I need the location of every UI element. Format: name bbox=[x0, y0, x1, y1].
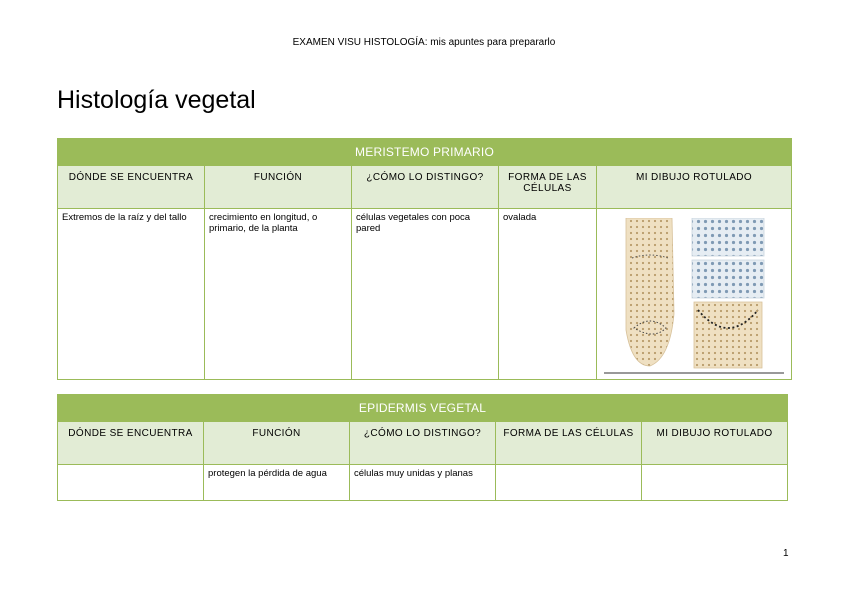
cell-distinguish: células muy unidas y planas bbox=[350, 465, 496, 501]
cell-cell-shape: ovalada bbox=[499, 209, 597, 380]
col-header-location: DÓNDE SE ENCUENTRA bbox=[58, 422, 204, 465]
col-header-distinguish: ¿CÓMO LO DISTINGO? bbox=[350, 422, 496, 465]
epidermis-table bbox=[57, 394, 788, 501]
cell-location: Extremos de la raíz y del tallo bbox=[58, 209, 205, 380]
table-heading: EPIDERMIS VEGETAL bbox=[58, 395, 788, 422]
col-header-distinguish: ¿CÓMO LO DISTINGO? bbox=[352, 166, 499, 209]
cell-location bbox=[58, 465, 204, 501]
col-header-function: FUNCIÓN bbox=[204, 422, 350, 465]
page-title: Histología vegetal bbox=[57, 86, 256, 114]
cell-drawing bbox=[597, 209, 792, 380]
col-header-drawing: MI DIBUJO ROTULADO bbox=[642, 422, 788, 465]
col-header-function: FUNCIÓN bbox=[205, 166, 352, 209]
col-header-cell-shape: FORMA DE LAS CÉLULAS bbox=[496, 422, 642, 465]
col-header-location: DÓNDE SE ENCUENTRA bbox=[58, 166, 205, 209]
cell-distinguish: células vegetales con poca pared bbox=[352, 209, 499, 380]
cell-cell-shape bbox=[496, 465, 642, 501]
meristem-micrograph-image bbox=[604, 218, 784, 376]
cell-function: crecimiento en longitud, o primario, de la planta bbox=[205, 209, 352, 380]
col-header-drawing: MI DIBUJO ROTULADO bbox=[597, 166, 792, 209]
page-number: 1 bbox=[783, 548, 789, 559]
col-header-cell-shape: FORMA DE LAS CÉLULAS bbox=[499, 166, 597, 209]
meristemo-table bbox=[57, 138, 792, 380]
page-header: EXAMEN VISU HISTOLOGÍA: mis apuntes para prepararlo bbox=[292, 37, 556, 48]
cell-function: protegen la pérdida de agua bbox=[204, 465, 350, 501]
table-heading: MERISTEMO PRIMARIO bbox=[58, 139, 792, 166]
cell-drawing bbox=[642, 465, 788, 501]
